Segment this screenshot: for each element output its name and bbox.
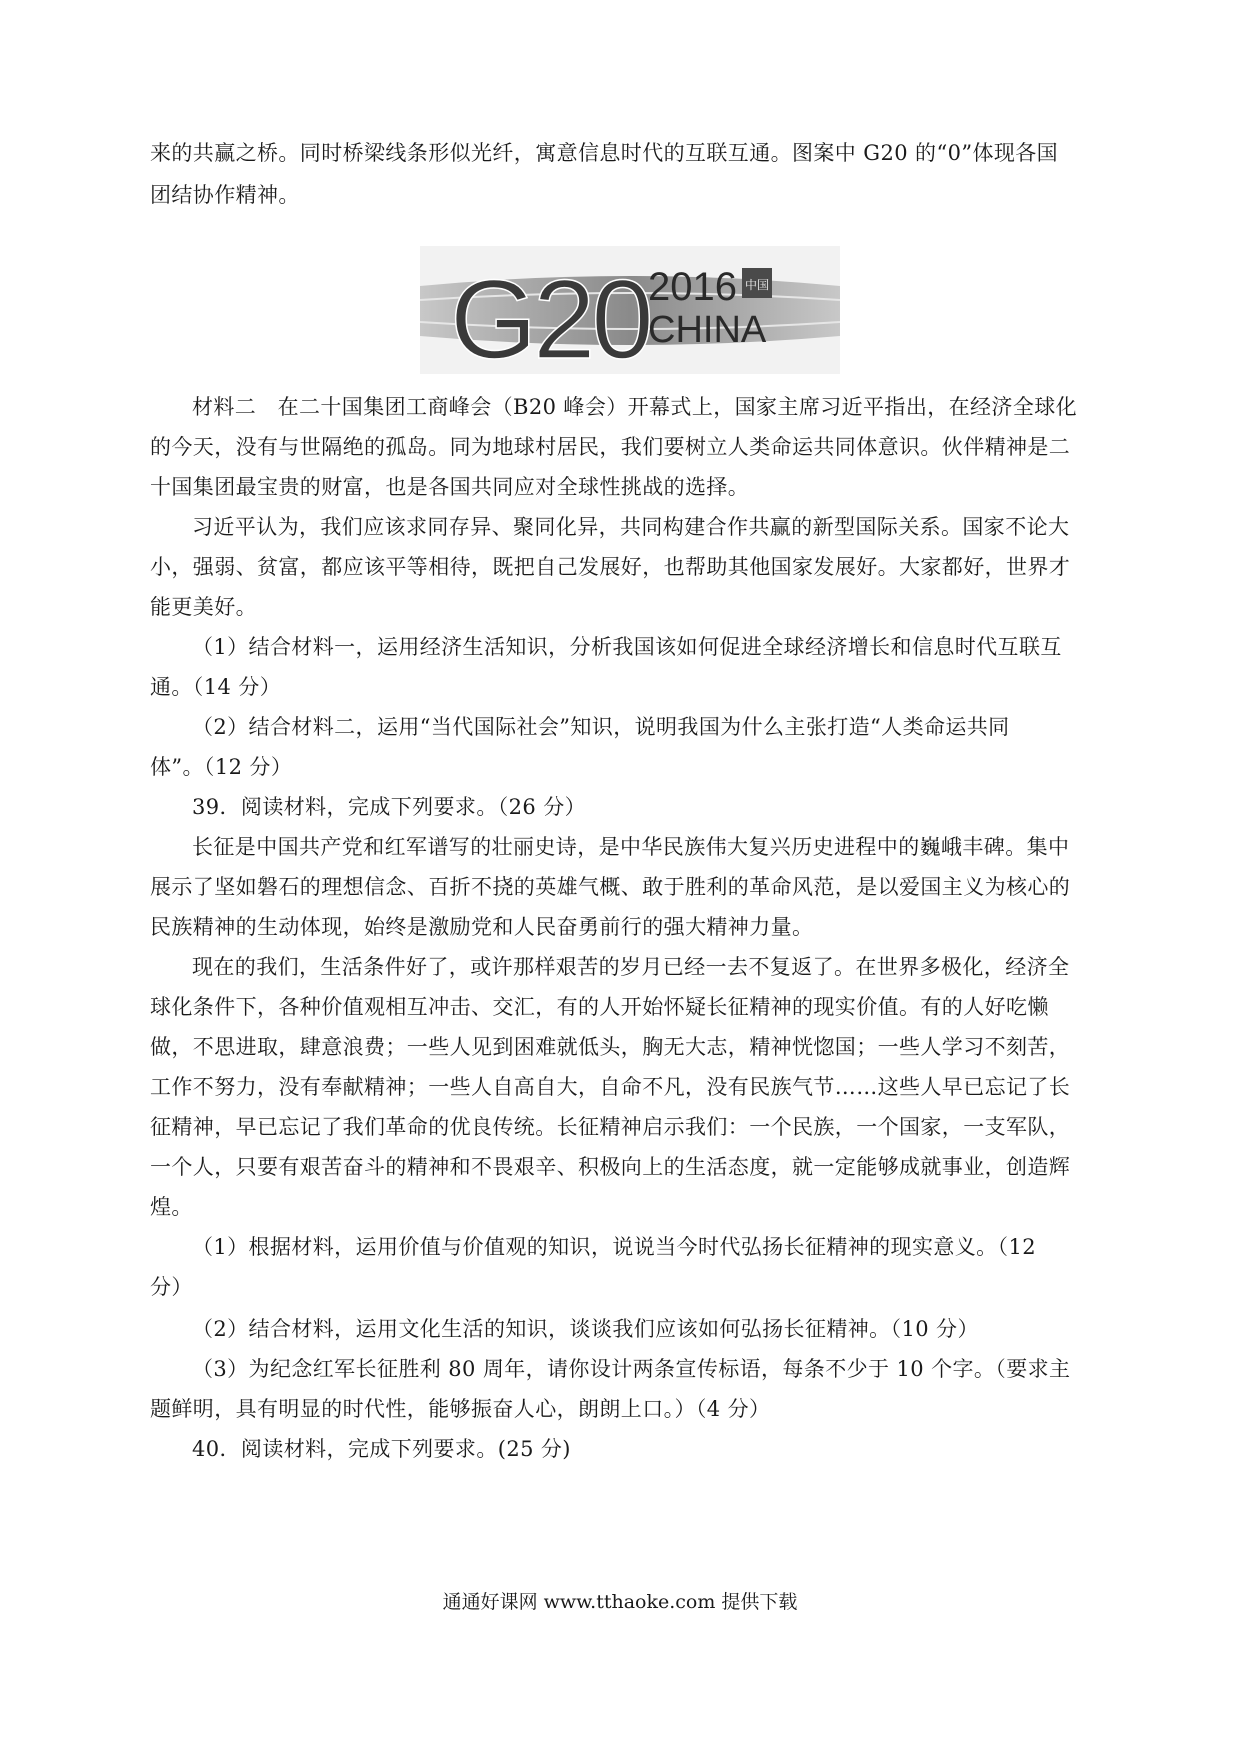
text-line: 材料二 在二十国集团工商峰会（B20 峰会）开幕式上，国家主席习近平指出，在经济全球化 [192,395,1078,419]
text-line: 十国集团最宝贵的财富，也是各国共同应对全球性挑战的选择。 [150,475,750,499]
question-line: （2）结合材料，运用文化生活的知识，谈谈我们应该如何弘扬长征精神。（10 分） [192,1317,979,1341]
question-heading: 39．阅读材料，完成下列要求。（26 分） [192,795,587,819]
text-line: 煌。 [150,1195,193,1219]
text-line: 征精神，早已忘记了我们革命的优良传统。长征精神启示我们：一个民族，一个国家，一支军队， [150,1115,1071,1139]
text-line: 能更美好。 [150,595,257,619]
text-line: 工作不努力，没有奉献精神；一些人自高自大，自命不凡，没有民族气节……这些人早已忘记了长 [150,1075,1071,1099]
question-line: （1）根据材料，运用价值与价值观的知识，说说当今时代弘扬长征精神的现实意义。（12 [192,1235,1036,1259]
page-footer: 通通好课网 www.tthaoke.com 提供下载 [442,1591,798,1613]
text-line: 一个人，只要有艰苦奋斗的精神和不畏艰辛、积极向上的生活态度，就一定能够成就事业，创造辉 [150,1155,1071,1179]
seal-text: 中国 [744,278,770,292]
text-line: 团结协作精神。 [150,183,300,207]
question-line: （2）结合材料二，运用“当代国际社会”知识，说明我国为什么主张打造“人类命运共同 [192,715,1010,739]
text-line: 习近平认为，我们应该求同存异、聚同化异，共同构建合作共赢的新型国际关系。国家不论大 [192,515,1070,539]
g20-text: G20 [450,257,650,374]
question-line: （3）为纪念红军长征胜利 80 周年，请你设计两条宣传标语，每条不少于 10 个字。（要求主 [192,1357,1071,1381]
text-line: 民族精神的生动体现，始终是激励党和人民奋勇前行的强大精神力量。 [150,915,814,939]
question-heading: 40．阅读材料，完成下列要求。(25 分) [192,1437,571,1461]
logo-country: CHINA [648,309,767,351]
question-line: 体”。（12 分） [150,755,293,779]
logo-year: 2016 [648,265,737,309]
question-line: 通。（14 分） [150,675,282,699]
text-line: 的今天，没有与世隔绝的孤岛。同为地球村居民，我们要树立人类命运共同体意识。伙伴精神是二 [150,435,1071,459]
g20-logo [420,246,840,374]
text-line: 做，不思进取，肆意浪费；一些人见到困难就低头，胸无大志，精神恍惚国；一些人学习不刻苦， [150,1035,1071,1059]
text-line: 球化条件下，各种价值观相互冲击、交汇，有的人开始怀疑长征精神的现实价值。有的人好吃懒 [150,995,1049,1019]
text-line: 来的共赢之桥。同时桥梁线条形似光纤，寓意信息时代的互联互通。图案中 G20 的“0”体现各国 [150,141,1059,165]
question-line: （1）结合材料一，运用经济生活知识，分析我国该如何促进全球经济增长和信息时代互联互 [192,635,1062,659]
question-line: 分） [150,1275,193,1299]
question-line: 题鲜明，具有明显的时代性，能够振奋人心，朗朗上口。）（4 分） [150,1397,771,1421]
text-line: 小，强弱、贫富，都应该平等相待，既把自己发展好，也帮助其他国家发展好。大家都好，世界才 [150,555,1071,579]
text-line: 展示了坚如磐石的理想信念、百折不挠的英雄气概、敢于胜利的革命风范，是以爱国主义为核心的 [150,875,1071,899]
text-line: 现在的我们，生活条件好了，或许那样艰苦的岁月已经一去不复返了。在世界多极化，经济全 [192,955,1070,979]
text-line: 长征是中国共产党和红军谱写的壮丽史诗，是中华民族伟大复兴历史进程中的巍峨丰碑。集中 [192,835,1070,859]
